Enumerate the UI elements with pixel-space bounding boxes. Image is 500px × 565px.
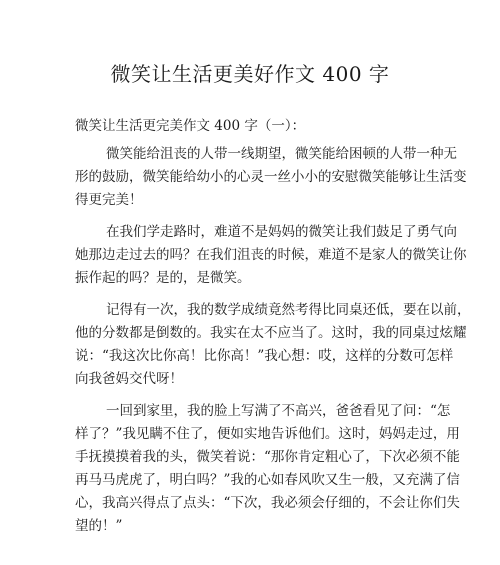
paragraph-3-line-1: 记得有一次，我的数学成绩竟然考得比同桌还低，要在以前， <box>106 302 471 318</box>
paragraph-4-line-6: 望的！” <box>75 518 123 534</box>
document-title: 微笑让生活更美好作文 400 字 <box>110 62 390 86</box>
paragraph-2-line-3: 振作起的吗？是的，是微笑。 <box>75 270 251 286</box>
paragraph-4-line-5: 心，我高兴得点了点头：“下次，我必须会仔细的，不会让你们失 <box>75 495 460 511</box>
paragraph-4-line-1: 一回到家里，我的脸上写满了不高兴，爸爸看见了问：“怎 <box>106 403 451 419</box>
paragraph-4-line-3: 手抚摸摸着我的头，微笑着说：“那你肯定粗心了，下次必须不能 <box>75 449 460 465</box>
paragraph-1-line-2: 形的鼓励，微笑能给幼小的心灵一丝小小的安慰微笑能够让生活变 <box>75 169 467 185</box>
paragraph-3-line-4: 向我爸妈交代呀！ <box>75 371 183 387</box>
paragraph-4-line-2: 样了？”我见瞒不住了，便如实地告诉他们。这时，妈妈走过，用 <box>75 426 460 442</box>
paragraph-4-line-4: 再马马虎虎了，明白吗？”我的心如春风吹又生一般，又充满了信 <box>75 472 460 488</box>
paragraph-3-line-2: 他的分数都是倒数的。我实在太不应当了。这时，我的同桌过炫耀 <box>75 325 467 341</box>
paragraph-1-line-1: 微笑能给沮丧的人带一线期望，微笑能给困顿的人带一种无 <box>106 146 457 162</box>
paragraph-1-line-3: 得更完美！ <box>75 192 143 208</box>
paragraph-2-line-1: 在我们学走路时，难道不是妈妈的微笑让我们鼓足了勇气向 <box>106 224 457 240</box>
document-subtitle: 微笑让生活更完美作文 400 字（一）： <box>75 118 306 134</box>
paragraph-2-line-2: 她那边走过去的吗？在我们沮丧的时候，难道不是家人的微笑让你 <box>75 247 467 263</box>
paragraph-3-line-3: 说：“我这次比你高！比你高！”我心想：哎，这样的分数可怎样 <box>75 348 454 364</box>
